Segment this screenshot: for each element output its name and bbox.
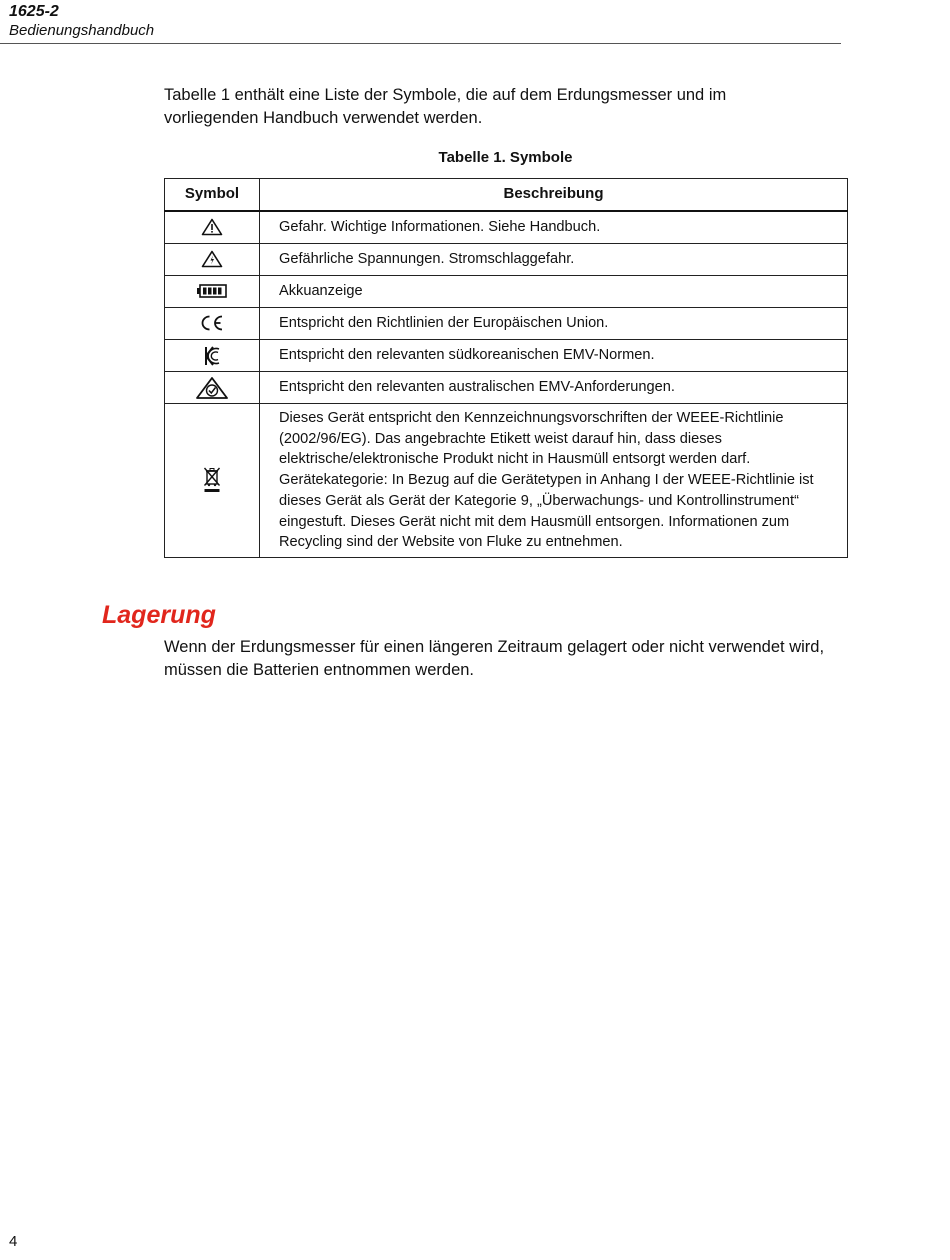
page-header (9, 3, 849, 41)
model-number: 1625-2 (9, 3, 59, 20)
table-row (165, 404, 848, 558)
row-description: Gefährliche Spannungen. Stromschlaggefahr. (260, 244, 848, 276)
column-header-description: Beschreibung (260, 179, 848, 212)
table-row (165, 211, 848, 244)
symbols-table (164, 178, 848, 558)
header-divider (0, 43, 841, 44)
table-title: Tabelle 1. Symbole (438, 149, 573, 166)
table-row (165, 308, 848, 340)
intro-paragraph: Tabelle 1 enthält eine Liste der Symbole, die auf dem Erdungsmesser und im vorliegenden Handbuch verwendet werden. (164, 86, 727, 127)
row-description: Dieses Gerät entspricht den Kennzeichnungsvorschriften der WEEE-Richtlinie (2002/96/EG). Das angebrachte Etikett weist darauf hin, dass dieses elektrische/elektronische Produkt nicht in Hausmüll entsorgt werden darf. Gerätekategorie: In Bezug auf die Gerätetypen in Anhang I der WEEE-Richtlinie ist dieses Gerät als Gerät der Kategorie 9, „Überwachungs- und Kontrollinstrument“ eingestuft. Dieses Gerät nicht mit dem Hausmüll entsorgen. Informationen zum Recycling sind der Website von Fluke zu entnehmen. (260, 404, 848, 558)
weee-crossed-bin-icon (203, 466, 221, 494)
battery-icon (197, 284, 227, 298)
page-number: 4 (9, 1233, 18, 1250)
row-description: Entspricht den Richtlinien der Europäischen Union. (260, 308, 848, 340)
row-description: Akkuanzeige (260, 276, 848, 308)
high-voltage-triangle-icon (201, 250, 223, 268)
section-paragraph: Wenn der Erdungsmesser für einen längeren Zeitraum gelagert oder nicht verwendet wird, müssen die Batterien entnommen werden. (164, 638, 825, 679)
table-row (165, 244, 848, 276)
table-row (165, 276, 848, 308)
table-header-row (165, 179, 848, 212)
table-row (165, 372, 848, 404)
manual-title: Bedienungshandbuch (9, 22, 155, 39)
column-header-symbol: Symbol (165, 179, 260, 212)
rcm-mark-icon (195, 376, 229, 400)
row-description: Entspricht den relevanten südkoreanischen EMV-Normen. (260, 340, 848, 372)
ce-mark-icon (199, 314, 225, 332)
table-row (165, 340, 848, 372)
row-description: Entspricht den relevanten australischen EMV-Anforderungen. (260, 372, 848, 404)
row-description: Gefahr. Wichtige Informationen. Siehe Handbuch. (260, 211, 848, 244)
warning-triangle-icon (201, 218, 223, 236)
section-heading: Lagerung (102, 601, 216, 629)
kc-mark-icon (203, 345, 221, 367)
